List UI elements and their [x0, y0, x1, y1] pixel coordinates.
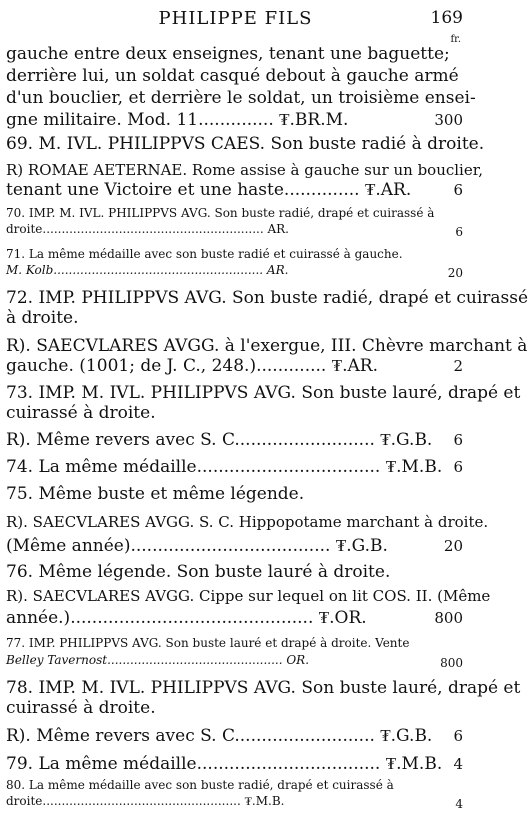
price-value: 4 — [455, 797, 463, 811]
catalog-line: R). SAECVLARES AVGG. à l'exergue, III. Chèvre marchant à — [6, 336, 528, 356]
catalog-line: gauche entre deux enseignes, tenant une baguette; — [6, 44, 450, 64]
price-value: 6 — [453, 431, 463, 449]
catalog-line: 72. IMP. PHILIPPVS AVG. Son buste radié, drapé et cuirassé — [6, 288, 528, 308]
catalog-line: 71. La même médaille avec son buste radié et cuirassé à gauche. — [6, 247, 403, 261]
catalog-line: tenant une Victoire et une haste.............. ₮.AR. — [6, 180, 412, 200]
catalog-line: Belley Tavernost.............................................. OR. — [6, 653, 310, 667]
catalog-line: M. Kolb....................................................... AR. — [6, 263, 289, 277]
price-value: 20 — [443, 537, 463, 555]
catalog-line: 69. M. IVL. PHILIPPVS CAES. Son buste radié à droite. — [6, 134, 485, 154]
catalog-line: R). Même revers avec S. C.......................... ₮.G.B. — [6, 430, 433, 450]
catalog-line: année.)............................................. ₮.OR. — [6, 608, 367, 628]
page-number: 169 — [430, 8, 463, 28]
price-value: 20 — [447, 266, 463, 280]
catalog-line: 79. La même médaille.................................. ₮.M.B. — [6, 754, 443, 774]
catalog-line: (Même année)..................................... ₮.G.B. — [6, 536, 388, 556]
catalog-line: gne militaire. Mod. 11.............. ₮.BR.M. — [6, 110, 349, 130]
catalog-line: 74. La même médaille.................................. ₮.M.B. — [6, 457, 443, 477]
catalog-line: R). SAECVLARES AVGG. Cippe sur lequel on lit COS. II. (Même — [6, 587, 491, 605]
price-value: 6 — [453, 181, 463, 199]
catalog-line: R). Même revers avec S. C.......................... ₮.G.B. — [6, 726, 433, 746]
price-value: 6 — [453, 727, 463, 745]
price-value: 2 — [453, 357, 463, 375]
catalog-line: gauche. (1001; de J. C., 248.)............. ₮.AR. — [6, 356, 378, 376]
price-value: 6 — [455, 225, 463, 239]
catalog-line: cuirassé à droite. — [6, 698, 156, 718]
price-value: 4 — [453, 755, 463, 773]
catalog-line: 70. IMP. M. IVL. PHILIPPVS AVG. Son buste radié, drapé et cuirassé à — [6, 206, 435, 220]
catalog-line: 76. Même légende. Son buste lauré à droite. — [6, 562, 391, 582]
catalog-line: 80. La même médaille avec son buste radié, drapé et cuirassé à — [6, 778, 394, 792]
price-unit: fr. — [450, 34, 461, 45]
catalog-line: derrière lui, un soldat casqué debout à gauche armé — [6, 66, 459, 86]
catalog-line: à droite. — [6, 308, 79, 328]
price-value: 300 — [434, 111, 463, 129]
price-value: 6 — [453, 458, 463, 476]
price-value: 800 — [440, 656, 463, 670]
catalog-line: 77. IMP. PHILIPPVS AVG. Son buste lauré et drapé à droite. Vente — [6, 636, 410, 650]
catalog-line: d'un bouclier, et derrière le soldat, un troisième ensei- — [6, 88, 476, 108]
price-value: 800 — [434, 609, 463, 627]
catalog-line: cuirassé à droite. — [6, 403, 156, 423]
catalog-line: R) ROMAE AETERNAE. Rome assise à gauche sur un bouclier, — [6, 161, 484, 179]
catalog-line: 73. IMP. M. IVL. PHILIPPVS AVG. Son buste lauré, drapé et — [6, 383, 521, 403]
catalog-line: R). SAECVLARES AVGG. S. C. Hippopotame marchant à droite. — [6, 513, 489, 531]
page-title: PHILIPPE FILS — [158, 8, 313, 29]
catalog-line: droite.......................................................... AR. — [6, 222, 289, 236]
catalog-line: 75. Même buste et même légende. — [6, 484, 305, 504]
catalog-line: 78. IMP. M. IVL. PHILIPPVS AVG. Son buste lauré, drapé et — [6, 678, 521, 698]
catalog-line: droite.................................................... ₮.M.B. — [6, 794, 285, 808]
